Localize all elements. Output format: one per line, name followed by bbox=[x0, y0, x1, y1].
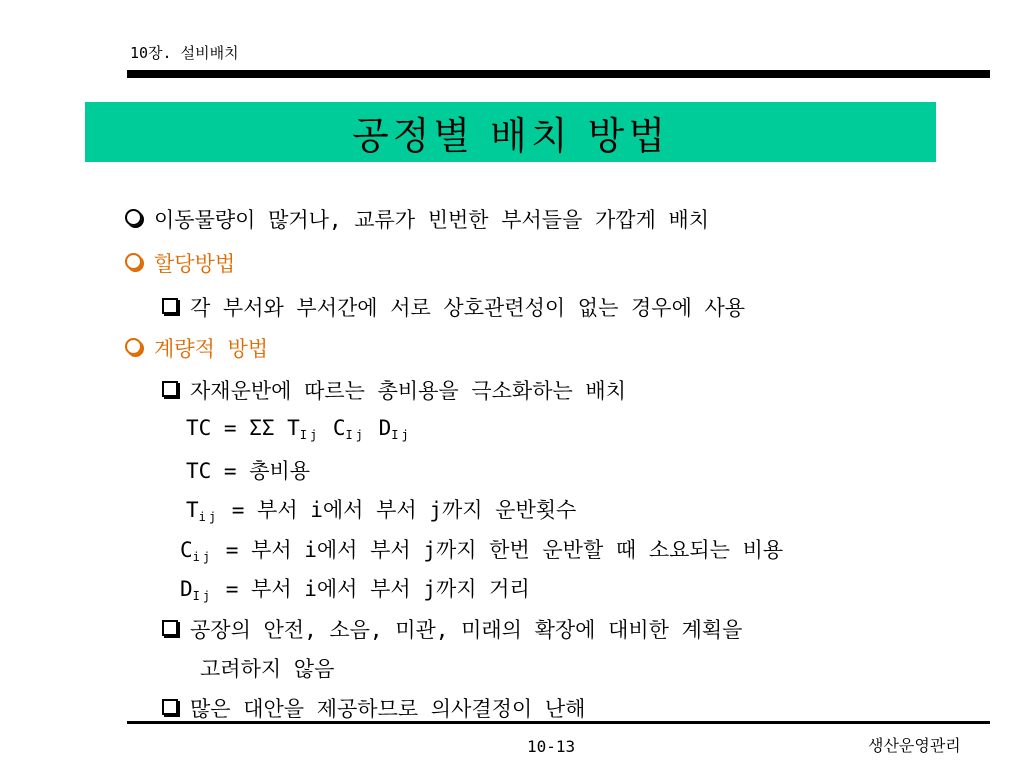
bullet-3-2 bbox=[162, 614, 742, 644]
circle-bullet-icon bbox=[125, 338, 142, 355]
circle-bullet-icon bbox=[125, 253, 142, 270]
bullet-3-3-text: 많은 대안을 제공하므로 의사결정이 난해 bbox=[190, 697, 586, 721]
bullet-3-3 bbox=[162, 693, 585, 723]
bullet-3-1 bbox=[162, 375, 626, 405]
bullet-3 bbox=[125, 333, 268, 363]
chapter-label: 10장. 설비배치 bbox=[130, 44, 239, 62]
definition-dij: $D_{Ij}$ = 부서 i에서 부서 j까지 거리 bbox=[180, 577, 530, 603]
page-number: 10-13 bbox=[527, 737, 576, 756]
definition-tc: TC = 총비용 bbox=[186, 459, 311, 483]
definition-cij: $C_{ij}$ = 부서 i에서 부서 j까지 한번 운반할 때 소요되는 비용 bbox=[180, 538, 784, 564]
definition-tij: $T_{ij}$ = 부서 i에서 부서 j까지 운반횟수 bbox=[186, 498, 577, 524]
bullet-3-text: 계량적 방법 bbox=[154, 337, 269, 361]
bullet-2-text: 할당방법 bbox=[154, 252, 236, 276]
square-bullet-icon bbox=[162, 620, 178, 636]
bullet-3-2-text: 공장의 안전, 소음, 미관, 미래의 확장에 대비한 계획을 bbox=[190, 618, 743, 642]
title-box bbox=[85, 102, 936, 162]
circle-bullet-icon bbox=[125, 209, 142, 226]
top-rule bbox=[127, 70, 990, 78]
bullet-1 bbox=[125, 204, 709, 234]
bottom-rule bbox=[127, 721, 990, 724]
square-bullet-icon bbox=[162, 298, 178, 314]
square-bullet-icon bbox=[162, 381, 178, 397]
formula-tc: TC = ΣΣ $T_{Ij}$ $C_{Ij}$ $D_{Ij}$ bbox=[186, 416, 412, 442]
course-name: 생산운영관리 bbox=[868, 736, 961, 755]
bullet-1-text: 이동물량이 많거나, 교류가 빈번한 부서들을 가깝게 배치 bbox=[154, 208, 710, 232]
slide-title: 공정별 배치 방법 bbox=[351, 113, 670, 158]
bullet-3-1-text: 자재운반에 따르는 총비용을 극소화하는 배치 bbox=[190, 379, 627, 403]
bullet-2-1 bbox=[162, 292, 745, 322]
bullet-2-1-text: 각 부서와 부서간에 서로 상호관련성이 없는 경우에 사용 bbox=[190, 296, 746, 320]
bullet-2 bbox=[125, 248, 235, 278]
square-bullet-icon bbox=[162, 699, 178, 715]
bullet-3-2-continued: 고려하지 않음 bbox=[200, 657, 335, 681]
